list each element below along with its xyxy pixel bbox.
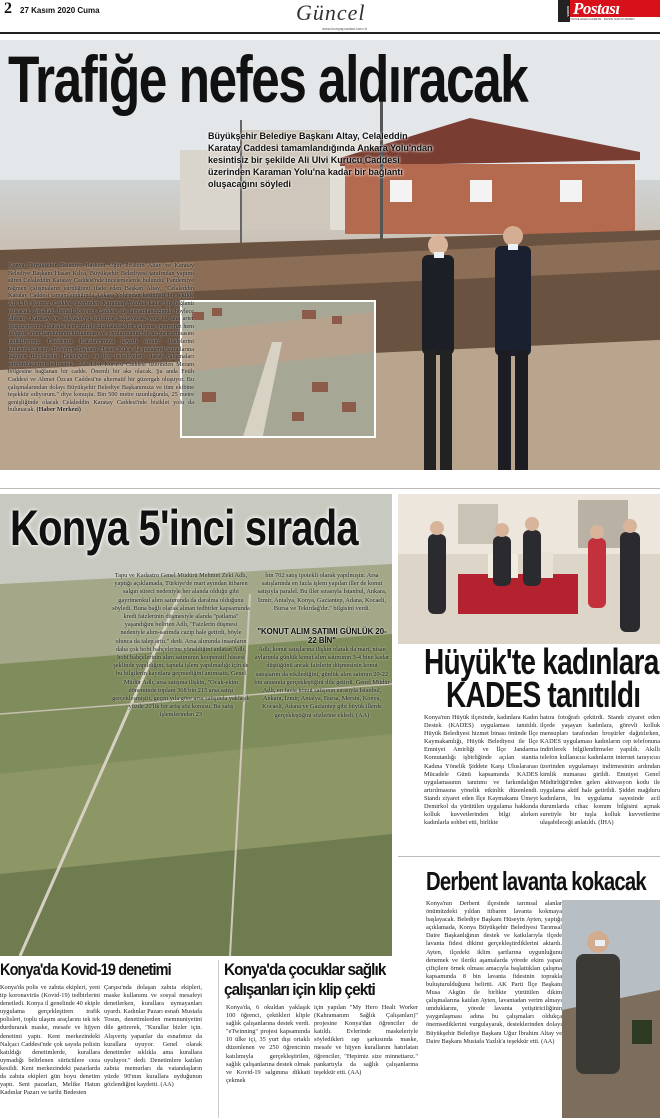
main-body	[8, 262, 194, 474]
logo-konya-tag: KONYA	[558, 0, 570, 22]
main-lead: Büyükşehir Belediye Başkanı Altay, Celaleddin Karatay Caddesi tamamlandığında Ankara Yolu'ndan kesintisiz bir şekilde Ali Ulvi Kurucu Caddesi üzerinden Karaman Yolu'na kadar bir bağlantı oluşacağını söyledi	[208, 131, 433, 189]
page-number: 2	[4, 0, 12, 17]
section-divider	[398, 856, 660, 857]
logo-wordmark: Postası	[570, 0, 660, 17]
third-headline-line2: KADES tanıtıldı	[446, 674, 641, 715]
second-body-col2-top: bin 702 satış ipotekli olarak yapılmıştır. Arsa satışlarında en fazla işlem yapılan iller de konut satışıyla paralel. Bu iller sırasıyla İstanbul, Ankara, İzmir, Antalya, Konya, Gaziantep, Adana, Kocaeli, Bursa ve Tekirdağ'dır." bilgisini verdi.	[257, 572, 387, 612]
lavender-field-photo	[562, 900, 660, 1118]
fifth-body-col1: Konya'da polis ve zabıta ekipleri, yeni tip koronavirüs (Kovid-19) tedbirlerini denetledi. Konya il genelinde 40 ekiple uygulama gerçekleştiren trafik polisleri, toplu ulaşım araçlarını tek tek durdurarak maske, mesafe ve hijyen denetimi yaptı. Kent merkezindeki Nalçacı Caddesi'nde çok sayıda polisin katıldığı denetimlerde, kurallara uymadığı belirlenen sürücülere ceza kesildi. Kent merkezindeki pazarlarda da zabıta ekipleri gün boyu denetim yaptı. Sent pazarları, Melike Hatun Kadınlar Pazarı ve tarihi Bedesten	[0, 984, 100, 1097]
kades-stand-photo	[398, 494, 660, 644]
sixth-headline: Konya'da çocuklar sağlık çalışanları için klip çekti	[224, 960, 386, 999]
newspaper-logo	[558, 0, 660, 22]
section-divider	[0, 488, 660, 489]
fifth-headline: Konya'da Kovid-19 denetimi	[0, 960, 171, 979]
main-headline: Trafiğe nefes aldıracak	[8, 42, 528, 116]
fourth-body: Konya'nın Derbent ilçesinde tarımsal alanlar önümüzdeki yıldan itibaren lavanta kokmaya başlayacak. Belediye Başkanı Hüseyin Ayten, yaptığı açıklamada, Konya Büyükşehir Belediyesi Tarımsal Daire Başkanlığının destek ve katkılarıyla ilçede lavanta fidesi dikimi gerçekleştirdiklerini aktardı. Ayten, ilçedeki iklim şartlarına uygunluğunu denemek ve ileriki aşamalarda yörede ekim yapan çiftçilere örnek olması amacıyla başlattıkları çalışma kapsamında 8 bin lavanta fidesinin toprakla buluşturulduğunu belirtti. AK Parti İlçe Başkanı Musa Akgün ile birlikte yürütülen dikim çalışmalarına katılan Ayten, lavantadan verim almayı umduklarını, yörede lavanta yetiştiriciliğinin yaygınlaşması adına bu çalışmaları oldukça önemsediklerini vurgulayarak, desteklerinden dolayı Büyükşehir Belediye Başkanı Uğur İbrahim Altay ve Daire Başkanı Mustafa Yazlık'a teşekkür etti. (AA)	[426, 900, 562, 1045]
third-body-col2: hatıra fotoğrafı çektirdi. Standı ziyaret eden ilçede yaşayan kadınlara, görevli kolluk mensupları tarafından broşürler dağıtılırken, KADES uygulaması kadınların cep telefonuna indirilerek bilgilendirmeler yapıldı. Akıllı telefon kullanıcısı kadınların internet tarayıcısı üzerinden uygulamayı indirmesinin ardından kimlik numarası girildi. Emniyet Genel Müdürlüğü'nden gelen aktivasyon kodu ile uygulama aktif hale getirildi. Şiddet mağduru kadınların, bu uygulama sayesinde acil durumlarda cihaz konum bilgisini açmak suretiyle bir tuşla kolluk kuvvetlerine ulaşabileceği anlatıldı. (İHA)	[540, 714, 660, 827]
header-rule	[0, 32, 660, 34]
logo-subtitle: YAYINLANAN GAZETE · BASIN İLAN KURUMU	[570, 17, 635, 21]
second-body-col2-bottom: Adlı, konut satışlarına ilişkin olarak da mart, nisan aylarında günlük konut alım satımının 3-4 bine kadar düştüğünü ancak faizlerin düşmesinin konut satışlarını da etkilediğini, günlük alım satımın 20-22 bin arasında gerçekleştiğini dile getirdi. Genel Müdür Adlı, en fazla konut satışının sırasıyla İstanbul, Ankara, İzmir, Antalya, Bursa, Mersin, Konya, Kocaeli, Adana ve Gaziantep gibi büyük illerde gerçekleştiğini sözlerine ekledi. (AA)	[254, 646, 390, 719]
fifth-body-col2: Çarşısı'nda dolaşan zabıta ekipleri, maske kullanımı ve sosyal mesafeyi denetlerken, kurallara uymayanları uyardı. Kadınlar Pazarı esnafı Mustafa Tosun, denetimlerden memnuniyetini dile getirerek, "Kurallar bizler için. Alışveriş yapanlar da esnafımız da kurallara uyuyor. Genel olarak denetimler sıklıkla ama kurallara uyuluyor." dedi. Denetimlere katılan zabıta memurları da vatandaşların yüzde 90'ının kurallara uyduğunun gözlendiğini kaydetti. (AA)	[104, 984, 202, 1089]
second-body-col1: Tapu ve Kadastro Genel Müdürü Mehmet Zeki Adlı, yaptığı açıklamada, Türkiye'de mart ayından itibaren salgın süreci nedeniyle her alanda olduğu gibi gayrimenkul alım satımında da daralma olduğunu söyledi. Buna bağlı olarak alınan tedbirler kapsamında kredi faizlerinin düşmesiyle alanda "patlama" yaşandığını belirten Adlı, "Faizlerin düşmesi nedeniyle alım-satımda cazip hale getirdi, böyle olunca da talep arttı." dedi. Arsa alımında insanların daha çok hobi bahçelerine yöneldiğini anlatan Adlı, hobi bahçelerinin alım satımının kooperatif hissesi şeklinde yapıldığını, tapuda işlem yapılmadığı için de bu bilgilerin kayıtlara geçmediğini anımsattı. Genel Müdür Adlı, arsa satışına ilişkin, "Ocak-ekim döneminde toplam 368 bin 215 arsa satışı gerçekleşmiştir, geçen yıla göre arsa satışında yaklaşık yüzde 20'lik bir artış söz konusu. Bu satış işlemlerinden 23	[112, 572, 250, 719]
mayor-illustration	[562, 900, 660, 1118]
site-url[interactable]: www.konyapostasi.com.tr	[322, 26, 368, 31]
third-body-col1: Konya'nın Hüyük ilçesinde, kadınlara Kadın Destek (KADES) uygulaması tanıtıldı. Hüyük Belediyesi hizmet binası önünde İlçe Kaymakamlığı, Hüyük Belediyesi ile İlçe Emniyet Amirliği ve İlçe Jandarma Komutanlığı işbirliğinde açılan stantta Kadına Yönelik Şiddete Karşı Uluslararası Mücadele Günü kapsamında KADES uygulamasının tanıtımı ve farkındalığın artırılmasına yönelik etkinlik düzenlendi. Standı ziyaret eden İlçe Kaymakamı Ümeyt Demirkol da yürütülen uygulama hakkında kolluk kuvvetlerinden bilgi alırken kadınlarla sohbet etti, birlikte	[424, 714, 538, 827]
aerial-inset-photo	[180, 300, 376, 438]
kades-stand-illustration	[398, 494, 660, 644]
fourth-headline: Derbent lavanta kokacak	[426, 866, 646, 896]
second-headline: Konya 5'inci sırada	[10, 500, 358, 556]
aerial-road-illustration	[182, 302, 376, 438]
second-subhead: "KONUT ALIM SATIMI GÜNLÜK 20-22 BİN"	[257, 627, 387, 645]
section-title: Güncel	[296, 0, 366, 25]
sixth-body-col2: için yapılan "My Hero Healt Worker (Kahramanım Sağlık Çalışanları)" projesine Konya'dan öğrenciler de katıldı. Evlerinde maskeleriyle söyledikleri rap şarkısında maske, mesafe ve hijyen kurallarını hatırlatan öğrenciler, "Hepimiz size minnettarız." pankartıyla da sağlık çalışanlarına teşekkür etti. (AA)	[314, 1004, 418, 1076]
sixth-body-col1: Konya'da, 6 okuldan yaklaşık 100 öğrenci, çektikleri kliple sağlık çalışanlarına destek verdi. "eTwinning" projesi kapsamında 10 ülke içi, 35 yurt dışı ortaklı düzenlenen ve 250 öğrencinin katılımıyla gerçekleştirilen, sağlık çalışanlarına destek olmak ve Kovid-19 salgınına dikkati çekmek	[226, 1004, 310, 1084]
column-divider	[218, 960, 219, 1118]
main-credit: (Haber Merkezi)	[36, 406, 81, 414]
third-headline-line1: Hüyük'te kadınlara	[424, 641, 659, 682]
main-body-text: Konya Büyükşehir Belediye Başkanı Uğur İbrahim Altay ve Karatay Belediye Başkanı Hasan Kılca, Büyükşehir Belediyesi tarafından yapımı süren Celaleddin Karatay Caddesi'nde incelemelerde bulundu. Pandemiye rağmen çalışmaların sürdüğünü ifade eden Başkan Altay, "Celaleddin Karatay Caddesi tamamlandığında Ankara Yolu'ndan kesintisiz bir şekilde Ali Ulvi Kurucu Caddesi üzerinden Karaman Yolu'na kadar bir bağlantı oluşacak. İnşallah, İsmail Ketenci Caddesi de tamamlandığında böylece Meram, Karatay ve Selçuklu'yu birbirine bağlayacak yeni bir ana arter oluşturuyoruz. Burada hem trafiği rahatlatacak bir çalışma yapıyoruz hem bölgede imar hareketinin hızlanması ve yapılaşmanın bir an önce artmasını hedefliyoruz. Caddemiz Karatay'ımıza hayırlı olsun." ifadelerini kullandı.Karatay Belediye Başkanı Hasan Kılca da pandemi kurallarına rağmen Büyükşehir Belediyesi ve ilçe belediyeleri olarak çalışmaları sürdürdüklerini belirterek, "Ali Ulvi Kurucu Caddesi üzerinden Meram bölgesine bağlanan bir cadde. Önemli bir aks olacak. Şu anda Fetih Caddesi ve Ahmet Özcan Caddesi'ne alternatif bir güzergah oluşuyor. Bu çalışmalarından dolayı Büyükşehir Belediye Başkanımıza ve tüm ekibine teşekkür ediyorum." diye konuştu. Bin 500 metre uzunluğunda, 25 metre genişliğinde olacak Celaleddin Karatay Caddesi'nde bisiklet yolu da bulunacak.	[8, 262, 194, 414]
issue-date: 27 Kasım 2020 Cuma	[20, 6, 100, 15]
